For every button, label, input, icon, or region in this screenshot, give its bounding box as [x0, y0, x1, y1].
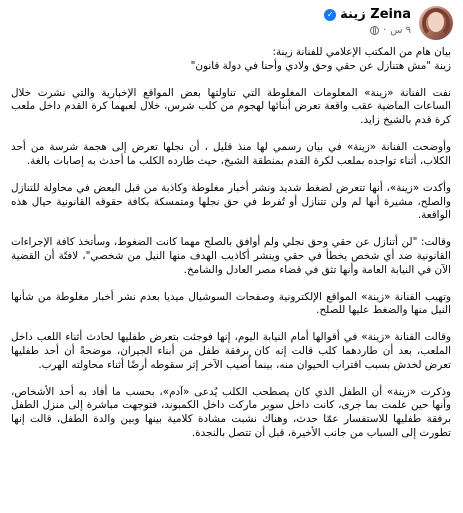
verified-badge-icon: ✓ [324, 9, 336, 21]
avatar[interactable] [419, 6, 453, 40]
paragraph-pressure: وأكدت «زينة»، أنها تتعرض لضغط شديد ونشر أخبار مغلوطة وكاذبة من قبل البعض في محاولة للتنازل والصلح، مشيرة أنها لم ولن تتنازل أو تُفرط في حق نجلها ومتمسكة بكافة حقوقه القانونية حيال هذه الواقعة. [11, 181, 451, 222]
post-time[interactable]: ٩ س [390, 25, 411, 36]
paragraph-denial: نفت الفنانة «زينة» المعلومات المغلوطة التي تناولتها بعض المواقع الإخبارية والتي نشرت خلال الساعات الماضية عقب واقعة تعرض أبنائها لهجوم من كلب شرس، خلال لعبهما كرة القدم داخل ملعب كرة قدم بالشيخ زايد. [11, 86, 451, 126]
paragraph-clarification: وأوضحت الفنانة «زينة» في بيان رسمي لها منذ قليل ، أن نجلها تعرض إلى هجمة شرسة من أحد الكلاب، أثناء تواجده بملعب لكرة القدم بمنطقة الشيخ، حيث طارده الكلب ما أحدث به إصابات بالغة. [11, 141, 451, 167]
paragraph-appeal: وتهيب الفنانة «زينة» المواقع الإلكترونية وصفحات السوشيال ميديا بعدم نشر أخبار مغلوطة من شأنها النيل منها والضغط عليها للصلح. [11, 290, 451, 317]
post-meta [370, 25, 411, 36]
paragraph-quote: وقالت: "لن أتنازل عن حقي وحق نجلي ولم أوافق بالصلح مهما كانت الضغوط، وسأتخذ كافة الإجراءات القانونية ضد أي شخص يخطأ في حقي وينشر أكاذيب الهدف منها النيل من شخصي"، لافتًة أن القضية الآن في النيابة العامة وأنها تثق في قضاء مصر العادل والشامخ. [11, 236, 451, 276]
separator-dot: · [383, 25, 387, 36]
author-name[interactable]: Zeina زينة [340, 7, 411, 22]
statement-quote: زينة "مش هتنازل عن حقي وحق ولادي وأحنا في دولة قانون" [190, 59, 451, 72]
statement-heading: بيان هام من المكتب الإعلامي للفنانة زينة: [272, 46, 451, 58]
avatar-face [428, 12, 444, 32]
globe-icon [370, 26, 379, 35]
paragraph-testimony: وقالت الفنانة «زينة» في أقوالها أمام النيابة اليوم، إنها فوجئت بتعرض طفليها لحادث أثناء اللعب داخل الملعب، بعد أن طاردهما كلب قالت إنه كان برفقة طفل من أبناء الجيران، موضحةً أن أحد طفليها تعرض لخدش بسبب اقتراب الحيوان منه، بينما أُصيب الآخر إثر سقوطه أرضًا أثناء محاولته الهرب. [11, 331, 451, 371]
post-body [11, 46, 451, 440]
post-header [10, 6, 453, 42]
paragraph-details: وذكرت «زينة» أن الطفل الذي كان يصطحب الكلب يُدعى «آدم»، بحسب ما أفاد به أحد الأشخاص، وأنها حين علمت بما جرى، كانت داخل سوبر ماركت داخل الكمبوند، فتوجهت مباشرة إلى منزل الطفل برفقة طفليها للاستفسار عمّا حدث، وهناك نشبت مشادة كلامية بينها وبين والدة الطفل، قالت إنها تطورت إلى السباب من جانب الأخيرة، قبل أن تتصل بالنجدة. [11, 385, 451, 439]
author-row [324, 7, 411, 22]
